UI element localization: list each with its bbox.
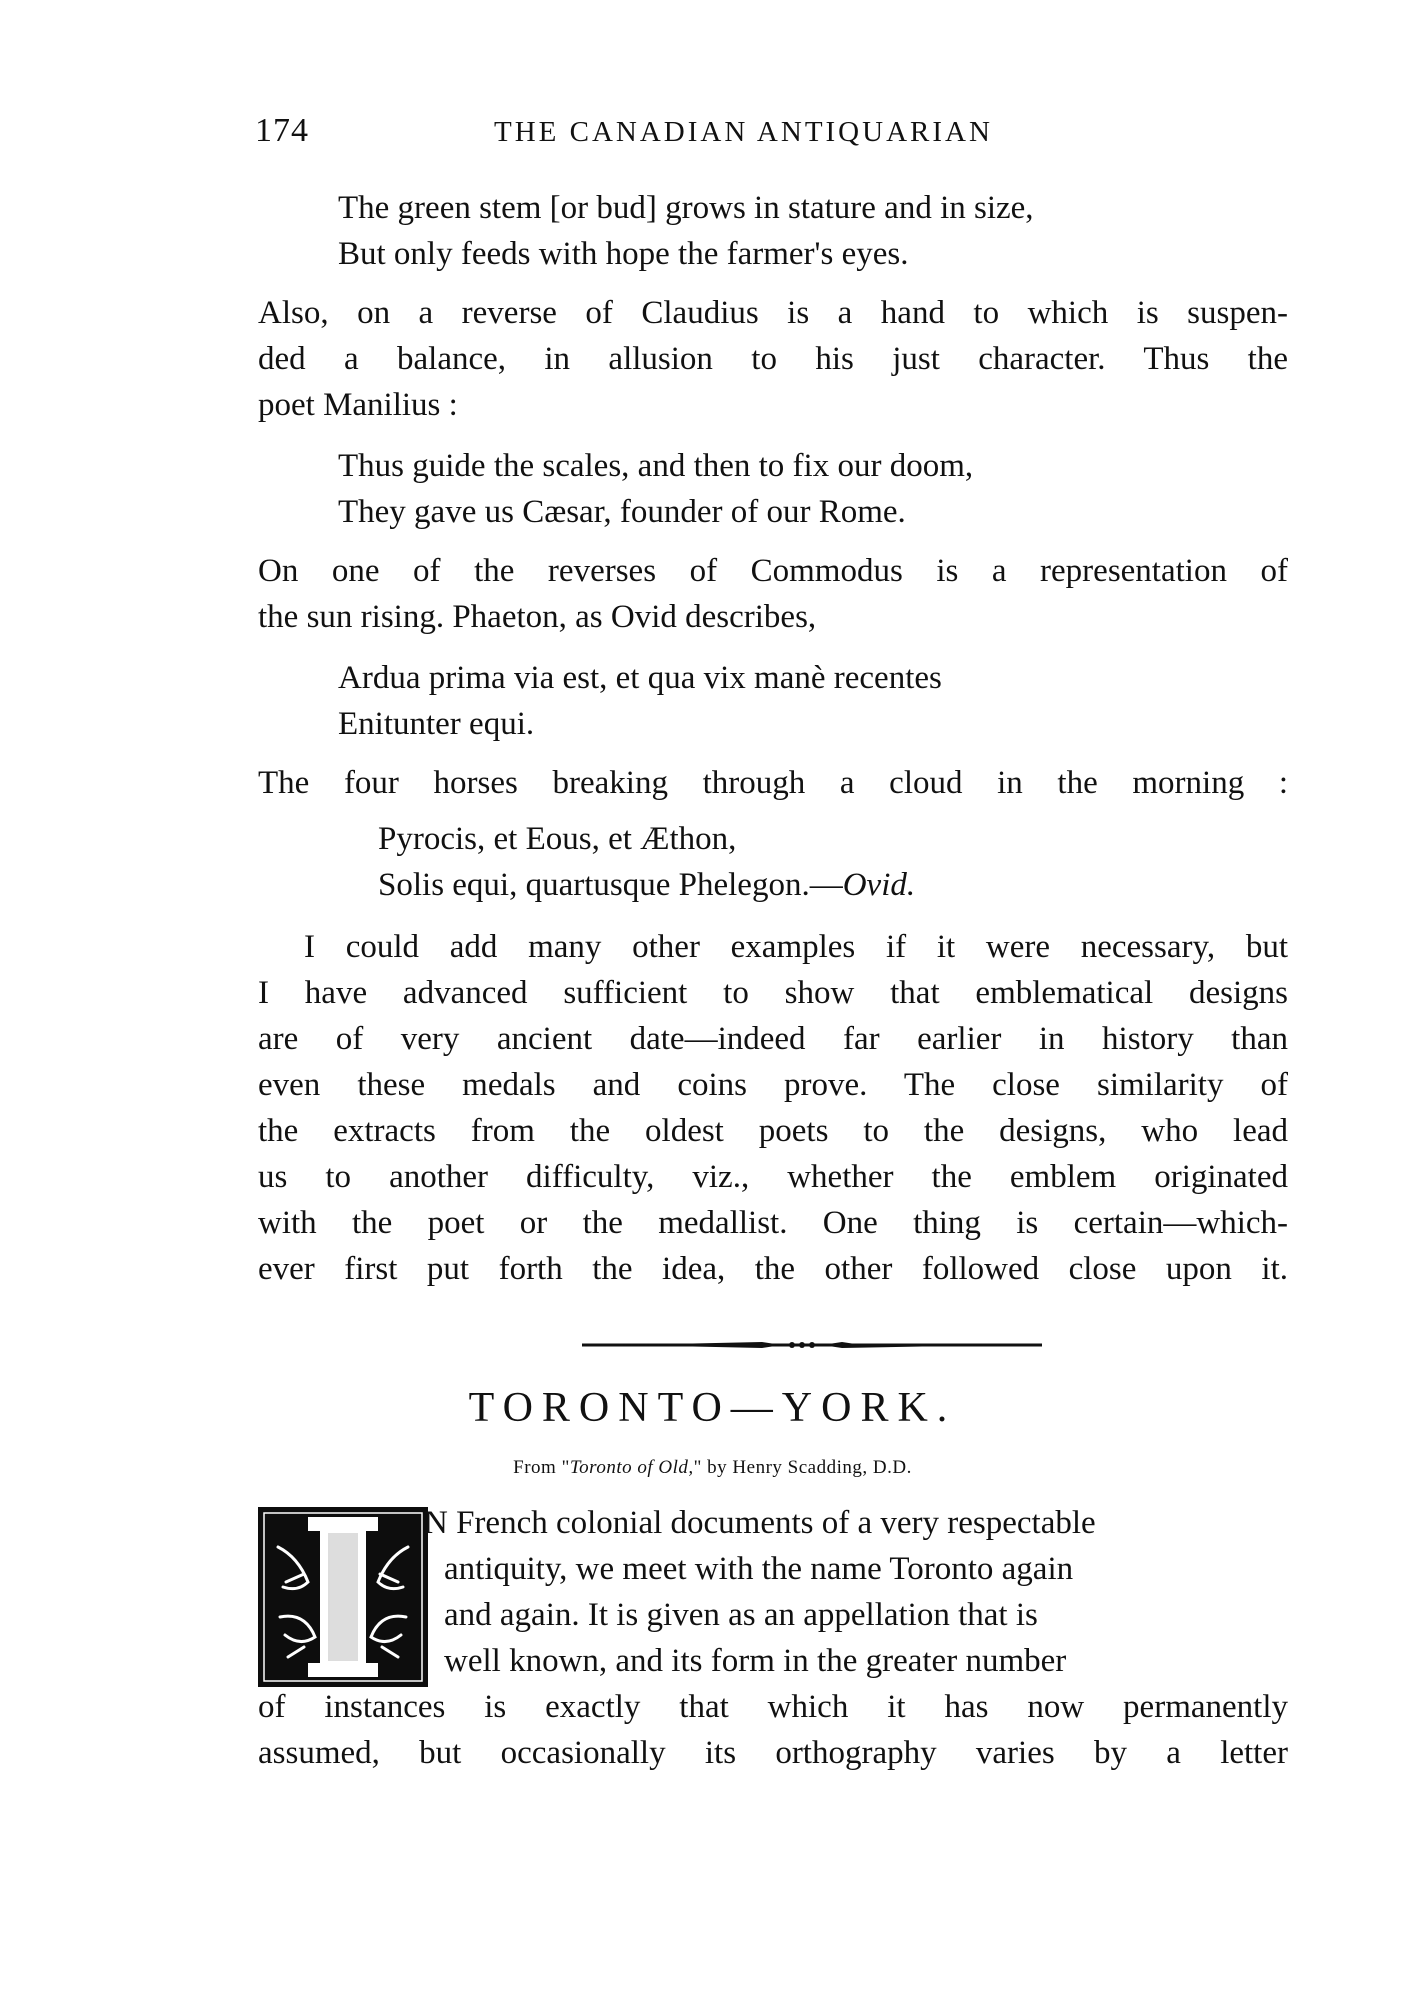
drop-cap-initial bbox=[258, 1507, 428, 1687]
text-line: antiquity, we meet with the name Toronto again bbox=[444, 1551, 1074, 1587]
verse-block bbox=[338, 655, 942, 747]
verse-line: Enitunter equi. bbox=[338, 706, 535, 742]
text-line: I could add many other examples if it were necessary, but bbox=[304, 929, 1288, 965]
verse-block bbox=[338, 443, 973, 535]
paragraph-opening bbox=[424, 1500, 1096, 1684]
verse-block bbox=[338, 185, 1034, 277]
verse-text: Solis equi, quartusque Phelegon.— bbox=[378, 867, 843, 903]
text-line: are of very ancient date—indeed far earlier in history than bbox=[258, 1021, 1288, 1057]
paragraph bbox=[258, 290, 1288, 428]
verse-attribution: Ovid. bbox=[842, 867, 916, 903]
paragraph bbox=[258, 924, 1288, 1292]
ornamental-rule bbox=[582, 1337, 1042, 1353]
text-line: of instances is exactly that which it has now permanently bbox=[258, 1689, 1288, 1725]
verse-line bbox=[378, 862, 915, 908]
verse-line: But only feeds with hope the farmer's eyes. bbox=[338, 236, 909, 272]
section-title: TORONTO—YORK. bbox=[468, 1385, 957, 1431]
verse-line: Ardua prima via est, et qua vix manè recentes bbox=[338, 660, 942, 696]
page-header bbox=[0, 112, 1425, 162]
text-line: poet Manilius : bbox=[258, 387, 458, 423]
verse-line: Pyrocis, et Eous, et Æthon, bbox=[378, 821, 737, 857]
page-number: 174 bbox=[255, 112, 309, 149]
section-byline: From "Toronto of Old," by Henry Scadding, D.D. bbox=[513, 1457, 912, 1478]
verse-line: The green stem [or bud] grows in stature and in size, bbox=[338, 190, 1034, 226]
text-line: well known, and its form in the greater number bbox=[444, 1643, 1067, 1679]
text-line: ded a balance, in allusion to his just character. Thus the bbox=[258, 341, 1288, 377]
verse-line: Thus guide the scales, and then to fix our doom, bbox=[338, 448, 974, 484]
verse-line: They gave us Cæsar, founder of our Rome. bbox=[338, 494, 906, 530]
text-line: the extracts from the oldest poets to the designs, who lead bbox=[258, 1113, 1288, 1149]
running-title: THE CANADIAN ANTIQUARIAN bbox=[494, 116, 993, 148]
text-line: Also, on a reverse of Claudius is a hand to which is suspen- bbox=[258, 295, 1288, 331]
text-line: assumed, but occasionally its orthography varies by a letter bbox=[258, 1735, 1288, 1771]
text-line: with the poet or the medallist. One thing is certain—which- bbox=[258, 1205, 1288, 1241]
text-line: The four horses breaking through a cloud in the morning : bbox=[258, 765, 1288, 801]
paragraph bbox=[258, 1684, 1288, 1776]
text-line: N French colonial documents of a very respectable bbox=[424, 1505, 1096, 1541]
text-line: us to another difficulty, viz., whether the emblem originated bbox=[258, 1159, 1288, 1195]
verse-block bbox=[378, 816, 915, 908]
paragraph bbox=[258, 760, 1288, 806]
text-line: ever first put forth the idea, the other followed close upon it. bbox=[258, 1251, 1288, 1287]
text-line: even these medals and coins prove. The close similarity of bbox=[258, 1067, 1288, 1103]
text-line: I have advanced sufficient to show that emblematical designs bbox=[258, 975, 1288, 1011]
text-line: and again. It is given as an appellation that is bbox=[444, 1597, 1038, 1633]
text-line: On one of the reverses of Commodus is a representation of bbox=[258, 553, 1288, 589]
text-line: the sun rising. Phaeton, as Ovid describes, bbox=[258, 599, 817, 635]
paragraph bbox=[258, 548, 1288, 640]
